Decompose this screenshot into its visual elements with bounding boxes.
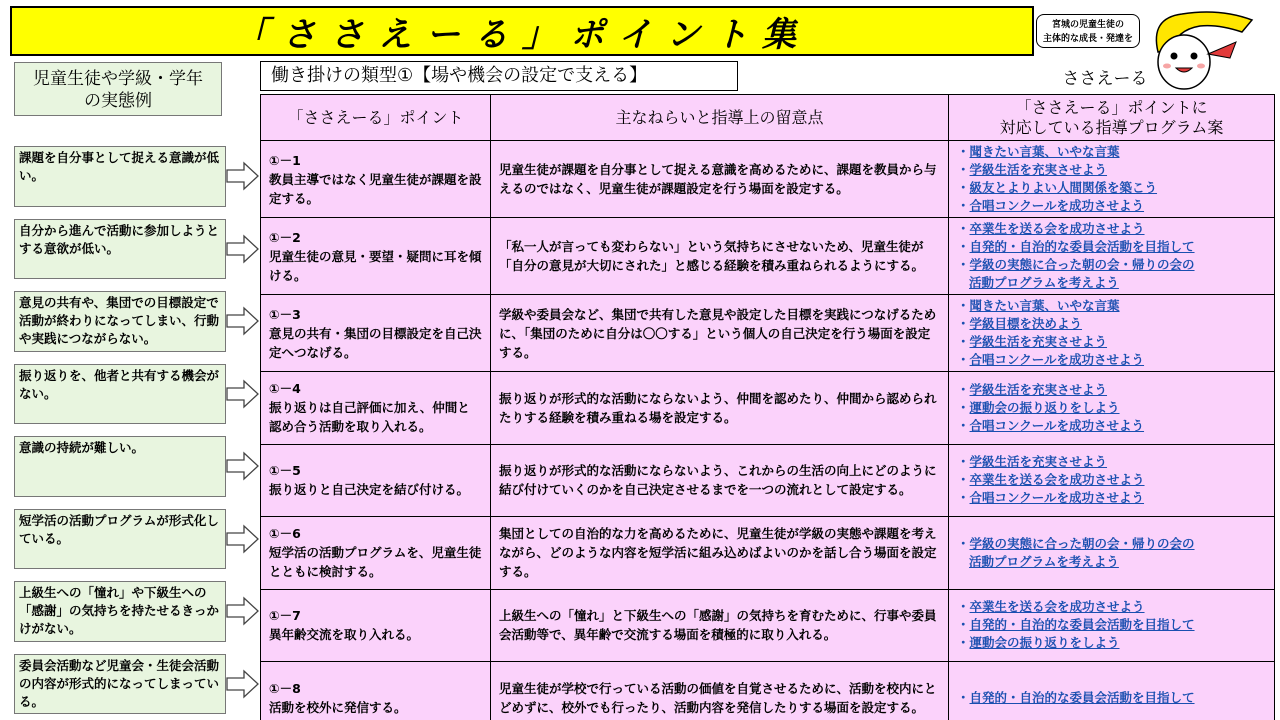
- arrow-right-icon: [226, 379, 260, 409]
- point-cell: [261, 218, 491, 295]
- issue-box: 短学活の活動プログラムが形式化している。: [14, 509, 226, 570]
- bullet-icon: ・: [957, 298, 970, 313]
- program-link[interactable]: 合唱コンクールを成功させよう: [969, 198, 1145, 213]
- issue-box: 課題を自分事として捉える意識が低い。: [14, 146, 226, 207]
- program-link[interactable]: 級友とよりよい人間関係を築こう: [969, 180, 1158, 195]
- point-cell: [261, 372, 491, 445]
- aim-cell: 振り返りが形式的な活動にならないよう、仲間を認めたり、仲間から認められたりする経験を積み重ねる場を設定する。: [491, 372, 949, 445]
- program-cell: [949, 372, 1275, 445]
- point-cell: [261, 444, 491, 517]
- point-id: ①－5: [269, 463, 301, 479]
- point-text: 異年齢交流を取り入れる。: [269, 627, 420, 643]
- program-list: [957, 453, 1266, 507]
- point-id: ①－3: [269, 306, 301, 322]
- bullet-icon: ・: [957, 472, 970, 488]
- program-cell: [949, 218, 1275, 295]
- table-row: [261, 517, 1275, 590]
- program-link[interactable]: 運動会の振り返りをしよう: [969, 635, 1120, 651]
- table-row: [261, 662, 1275, 720]
- program-link[interactable]: 学級生活を充実させよう: [969, 334, 1108, 349]
- program-link[interactable]: 学級目標を決めよう: [969, 316, 1083, 331]
- arrow-right-icon: [226, 306, 260, 336]
- program-list: [957, 143, 1266, 215]
- program-item: [957, 634, 1266, 652]
- bullet-icon: ・: [957, 316, 970, 331]
- point-id: ①－4: [269, 381, 301, 397]
- program-item: [957, 535, 1266, 553]
- point-text: 意見の共有・集団の目標設定を自己決定へつなげる。: [269, 325, 482, 360]
- bullet-icon: ・: [957, 381, 970, 397]
- point-id: ①－6: [269, 526, 301, 542]
- program-header-line1: 「ささえーる」ポイントに: [1015, 97, 1208, 117]
- program-item-continued: [957, 274, 1266, 292]
- aim-cell: 学級や委員会など、集団で共有した意見や設定した目標を実践につなげるために、「集団のために自分は〇〇する」という個人の自己決定を行う場面を設定する。: [491, 295, 949, 372]
- bullet-icon: ・: [957, 490, 970, 506]
- issue-box: 意識の持続が難しい。: [14, 436, 226, 497]
- program-item: [957, 197, 1266, 215]
- program-link[interactable]: 聞きたい言葉、いやな言葉: [969, 298, 1120, 313]
- point-text: 活動を校外に発信する。: [269, 699, 407, 715]
- arrow-right-icon: [226, 234, 260, 264]
- bullet-icon: ・: [957, 239, 970, 254]
- issue-box: 自分から進んで活動に参加しようとする意欲が低い。: [14, 219, 226, 280]
- program-link[interactable]: 自発的・自治的な委員会活動を目指して: [969, 689, 1195, 705]
- point-id: ①－1: [269, 152, 301, 168]
- bullet-icon: ・: [957, 689, 970, 705]
- program-list: [957, 381, 1266, 435]
- program-item: [957, 143, 1266, 161]
- column-header-aim: 主なねらいと指導上の留意点: [491, 95, 949, 141]
- point-text: 短学活の活動プログラムを、児童生徒とともに検討する。: [269, 545, 482, 580]
- program-list: [957, 297, 1266, 369]
- bullet-icon: ・: [957, 617, 970, 633]
- approach-type-label: 働き掛けの類型①【場や機会の設定で支える】: [260, 61, 738, 91]
- program-cell: [949, 141, 1275, 218]
- mascot-tagline-line2: 主体的な成長・発達を: [1042, 34, 1133, 44]
- point-cell: [261, 517, 491, 590]
- issue-header-line1: 児童生徒や学級・学年: [33, 69, 203, 89]
- program-item-continued: [957, 553, 1266, 571]
- program-item: [957, 238, 1266, 256]
- bullet-icon: ・: [957, 599, 970, 615]
- program-item: [957, 220, 1266, 238]
- program-item: [957, 689, 1266, 707]
- program-link[interactable]: 活動プログラムを考えよう: [969, 275, 1119, 290]
- program-item: [957, 179, 1266, 197]
- program-link[interactable]: 卒業生を送る会を成功させよう: [969, 221, 1145, 236]
- page-title: 「ささえーる」ポイント集: [234, 14, 810, 55]
- arrow-right-icon: [226, 669, 260, 699]
- program-link[interactable]: 学級生活を充実させよう: [969, 162, 1108, 177]
- aim-cell: 児童生徒が課題を自分事として捉える意識を高めるために、課題を教員から与えるのではなく、児童生徒が課題設定を行う場面を設定する。: [491, 141, 949, 218]
- point-id: ①－7: [269, 608, 301, 624]
- bullet-icon: ・: [957, 535, 970, 551]
- program-item: [957, 489, 1266, 507]
- arrow-right-icon: [226, 596, 260, 626]
- point-text: 振り返りと自己決定を結び付ける。: [269, 482, 470, 498]
- point-id: ①－2: [269, 229, 301, 245]
- program-link[interactable]: 学級生活を充実させよう: [969, 454, 1108, 470]
- bullet-icon: ・: [957, 334, 970, 349]
- bullet-icon: ・: [957, 399, 970, 415]
- table-row: [261, 141, 1275, 218]
- program-item: [957, 598, 1266, 616]
- issue-box: 委員会活動など児童会・生徒会活動の内容が形式的になってしまっている。: [14, 654, 226, 715]
- bullet-icon: ・: [957, 454, 970, 470]
- column-header-point: 「ささえーる」ポイント: [261, 95, 491, 141]
- program-cell: [949, 517, 1275, 590]
- program-link[interactable]: 卒業生を送る会を成功させよう: [969, 599, 1145, 615]
- table-body: [261, 141, 1275, 720]
- point-text: 児童生徒の意見・要望・疑問に耳を傾ける。: [269, 248, 482, 283]
- bullet-icon: ・: [957, 144, 970, 159]
- program-link[interactable]: 合唱コンクールを成功させよう: [969, 352, 1145, 367]
- table-row: [261, 589, 1275, 662]
- program-item: [957, 616, 1266, 634]
- program-item: [957, 161, 1266, 179]
- program-link[interactable]: 合唱コンクールを成功させよう: [969, 490, 1145, 506]
- aim-cell: 振り返りが形式的な活動にならないよう、これからの生活の向上にどのように結び付けていくのかを自己決定させるまでを一つの流れとして設定する。: [491, 444, 949, 517]
- bullet-icon: ・: [957, 635, 970, 651]
- program-cell: [949, 444, 1275, 517]
- bullet-icon: ・: [957, 198, 970, 213]
- issue-column-header: [14, 62, 222, 116]
- table-row: [261, 372, 1275, 445]
- table-row: [261, 218, 1275, 295]
- program-item: [957, 315, 1266, 333]
- aim-cell: 「私一人が言っても変わらない」という気持ちにさせないため、児童生徒が「自分の意見が大切にされた」と感じる経験を積み重ねられるようにする。: [491, 218, 949, 295]
- program-list: [957, 598, 1266, 652]
- program-link[interactable]: 学級生活を充実させよう: [969, 381, 1108, 397]
- table-header-row: [261, 95, 1275, 141]
- points-table: [260, 94, 1275, 720]
- point-cell: [261, 589, 491, 662]
- program-item: [957, 333, 1266, 351]
- program-item: [957, 256, 1266, 274]
- mascot-tagline-line1: 宮城の児童生徒の: [1051, 20, 1124, 30]
- bullet-icon: ・: [957, 221, 970, 236]
- program-cell: [949, 589, 1275, 662]
- title-banner: [10, 6, 1034, 56]
- program-cell: [949, 662, 1275, 720]
- aim-cell: 上級生への「憧れ」と下級生への「感謝」の気持ちを育むために、行事や委員会活動等で、異年齢で交流する場面を積極的に取り入れる。: [491, 589, 949, 662]
- issue-box: 振り返りを、他者と共有する機会がない。: [14, 364, 226, 425]
- column-header-program: [949, 95, 1275, 141]
- issue-header-line2: の実態例: [84, 91, 152, 111]
- bullet-icon: ・: [957, 180, 970, 195]
- issue-box: 意見の共有や、集団での目標設定で活動が終わりになってしまい、行動や実践につながらない。: [14, 291, 226, 352]
- program-list: [957, 220, 1266, 292]
- table-row: [261, 444, 1275, 517]
- program-cell: [949, 295, 1275, 372]
- mascot-tagline: [1036, 14, 1140, 48]
- program-item: [957, 399, 1266, 417]
- program-link[interactable]: 合唱コンクールを成功させよう: [969, 417, 1145, 433]
- arrow-right-icon: [226, 451, 260, 481]
- program-item: [957, 297, 1266, 315]
- program-item: [957, 417, 1266, 435]
- aim-cell: 集団としての自治的な力を高めるために、児童生徒が学級の実態や課題を考えながら、どのような内容を短学活に組み込めばよいのかを話し合う場面を設定する。: [491, 517, 949, 590]
- program-header-line2: 対応している指導プログラム案: [999, 117, 1224, 137]
- issue-box: 上級生への「憧れ」や下級生への「感謝」の気持ちを持たせるきっかけがない。: [14, 581, 226, 642]
- program-link[interactable]: 運動会の振り返りをしよう: [969, 399, 1120, 415]
- program-link[interactable]: 自発的・自治的な委員会活動を目指して: [969, 617, 1195, 633]
- bullet-icon: ・: [957, 162, 970, 177]
- point-cell: [261, 295, 491, 372]
- program-item: [957, 471, 1266, 489]
- program-link[interactable]: 自発的・自治的な委員会活動を目指して: [969, 239, 1195, 254]
- point-cell: [261, 141, 491, 218]
- bullet-icon: ・: [957, 417, 970, 433]
- aim-cell: 児童生徒が学校で行っている活動の価値を自覚させるために、活動を校内にとどめずに、校外でも行ったり、活動内容を発信したりする場面を設定する。: [491, 662, 949, 720]
- point-id: ①－8: [269, 680, 301, 696]
- bullet-icon: ・: [957, 257, 970, 272]
- point-text: 振り返りは自己評価に加え、仲間と認め合う活動を取り入れる。: [269, 400, 470, 435]
- arrow-right-icon: [226, 524, 260, 554]
- point-text: 教員主導ではなく児童生徒が課題を設定する。: [269, 171, 482, 206]
- program-item: [957, 351, 1266, 369]
- program-item: [957, 453, 1266, 471]
- program-link[interactable]: 聞きたい言葉、いやな言葉: [969, 144, 1120, 159]
- program-link[interactable]: 学級の実態に合った朝の会・帰りの会の: [969, 257, 1195, 272]
- table-row: [261, 295, 1275, 372]
- program-link[interactable]: 卒業生を送る会を成功させよう: [969, 472, 1145, 488]
- bullet-icon: ・: [957, 352, 970, 367]
- mascot-name: ささえーる: [1062, 69, 1148, 89]
- arrow-right-icon: [226, 161, 260, 191]
- program-list: [957, 689, 1266, 707]
- point-cell: [261, 662, 491, 720]
- program-link[interactable]: 学級の実態に合った朝の会・帰りの会の: [969, 535, 1195, 551]
- program-link[interactable]: 活動プログラムを考えよう: [969, 553, 1119, 569]
- program-list: [957, 535, 1266, 571]
- program-item: [957, 381, 1266, 399]
